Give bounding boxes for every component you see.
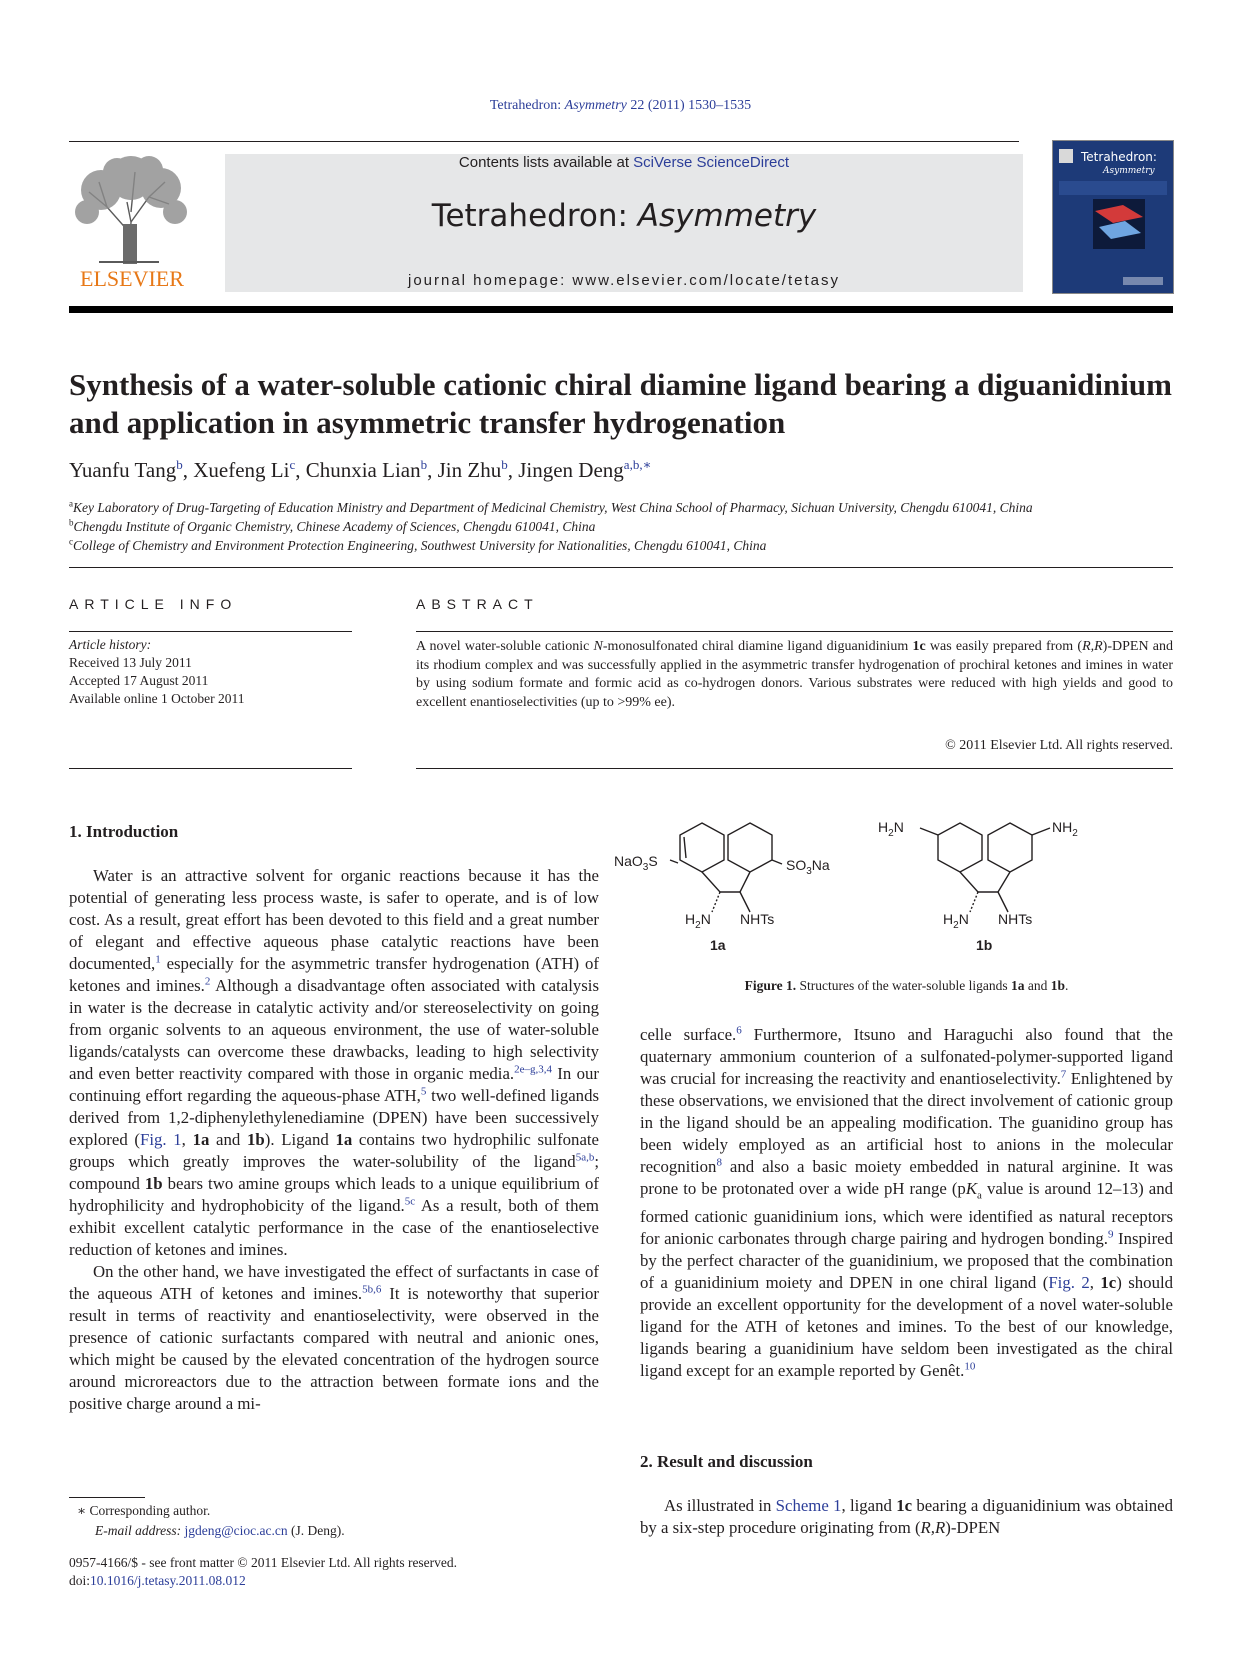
journal-cover	[1052, 140, 1174, 294]
figure-link[interactable]: Fig. 2	[1048, 1273, 1090, 1293]
masthead-top-rule	[69, 141, 1019, 142]
doi-link[interactable]: 10.1016/j.tetasy.2011.08.012	[90, 1573, 246, 1588]
footnote-rule	[69, 1497, 145, 1498]
scheme-link[interactable]: Scheme 1	[775, 1496, 842, 1515]
reference-link[interactable]: 5c	[404, 1195, 416, 1208]
right-column-body	[640, 1024, 1173, 1382]
label-h2n: $H_2N$	[685, 911, 711, 931]
label-compound-1b: 1b	[976, 937, 993, 953]
chemical-structure-diagram	[614, 818, 1173, 968]
svg-text:Tetrahedron:: Tetrahedron:	[1081, 150, 1157, 164]
benzene-ring	[938, 823, 982, 872]
reference-link[interactable]: 5a,b	[575, 1151, 595, 1164]
author-name[interactable]: Jin Zhu	[437, 458, 502, 482]
corresponding-author-note: ∗ Corresponding author.	[77, 1503, 211, 1518]
benzene-ring	[680, 823, 724, 872]
reference-link[interactable]: 7	[1060, 1068, 1067, 1081]
results-body	[640, 1495, 1173, 1539]
reference-link[interactable]: 6	[736, 1024, 742, 1037]
svg-text:ELSEVIER: ELSEVIER	[80, 266, 184, 291]
affiliation-rule	[69, 567, 1173, 568]
elsevier-tree-icon	[69, 152, 195, 292]
label-nao3s: NaO$_3$S	[614, 853, 658, 873]
author-name[interactable]: Chunxia Lian	[305, 458, 421, 482]
article-info-heading: ARTICLE INFO	[69, 596, 238, 612]
section-heading-introduction: 1. Introduction	[69, 822, 179, 841]
affiliation-b: $^b$Chengdu Institute of Organic Chemistry, Chinese Academy of Sciences, Chengdu 610041, China	[69, 517, 596, 534]
section-heading-results: 2. Result and discussion	[640, 1452, 813, 1471]
contents-line: Contents lists available at SciVerse ScienceDirect	[458, 154, 790, 171]
divider	[416, 768, 1173, 769]
affiliation-a: $^a$Key Laboratory of Drug-Targeting of Education Ministry and Department of Medicinal Chemistry, West China School of Pharmacy, Sichuan University, Chengdu 610041, China	[69, 498, 1033, 515]
divider	[69, 768, 352, 769]
divider	[69, 631, 352, 632]
reference-link[interactable]: 1	[155, 953, 161, 966]
author-name[interactable]: Yuanfu Tang	[69, 458, 177, 482]
sciverse-link[interactable]: SciVerse ScienceDirect	[633, 154, 790, 171]
author-list: Yuanfu Tang$^b$, Xuefeng Li$^c$, Chunxia Lian$^b$, Jin Zhu$^b$, Jingen Deng$^{a,b,∗}$	[69, 457, 652, 482]
affiliation-marker[interactable]: b	[176, 457, 183, 472]
journal-homepage[interactable]: journal homepage: www.elsevier.com/locate/tetasy	[407, 272, 840, 289]
label-nhts: NHTs	[740, 911, 775, 927]
affiliation-marker[interactable]: b	[501, 457, 508, 472]
label-nh2: $NH_2$	[1052, 819, 1078, 839]
reference-link[interactable]: 10	[964, 1360, 976, 1373]
masthead-bottom-rule	[69, 306, 1173, 313]
paragraph: celle surface.$^6$ Furthermore, Itsuno and Haraguchi also found that the quaternary ammonium counterion of a sulfonated-polymer-supported ligand was crucial for increasing the reactivity and enantioselectivity.$^7$ Enlightened by these observations, we envisioned that the direct involvement of cationic group in the ligand should be an appealing modification. The guanidino group has been widely employed as an artificial host to anions in the molecular recognition$^8$ and also a basic moiety embedded in natural arginine. It was prone to be protonated over a wide pH range ($pK_a$ value is around 12–13) and formed cationic guanidinium ions, which were identified as natural receptors for anionic carbonates through charge pairing and hydrogen bonding.$^9$ Inspired by the perfect character of the guanidinium, we proposed that the combination of a guanidinium moiety and DPEN in one chiral ligand (Fig. 2, 1c) should provide an excellent opportunity for the development of a novel water-soluble ligand for the ATH of ketones and imines. To the best of our knowledge, ligands bearing a guanidinium have seldom been investigated as the chiral ligand except for an example reported by Genêt.$^{10}$	[640, 1024, 1174, 1381]
affiliation-c: $^c$College of Chemistry and Environment Protection Engineering, Southwest University for Nationalities, Chengdu 610041, China	[69, 536, 767, 553]
publication-info	[69, 1554, 457, 1590]
benzene-ring	[988, 823, 1032, 872]
article-history: Article history: Received 13 July 2011 Accepted 17 August 2011 Available online 1 October 2011	[69, 637, 245, 706]
paragraph: On the other hand, we have investigated the effect of surfactants in case of the aqueous ATH of ketones and imines.$^{5b,6}$ It is noteworthy that superior result in terms of reactivity and enantioselectivity, were observed in the presence of cationic surfactants compared with neutral and anionic ones, which might be caused by the elevated concentration of the hydrogen source around microreactors due to the attraction between formate ions and the positive charge around a mi-	[69, 1262, 599, 1413]
figure-1-structures	[614, 818, 1173, 968]
article-title: Synthesis of a water-soluble cationic chiral diamine ligand bearing a diguanidinium and application in asymmetric transfer hydrogenation	[69, 367, 1172, 440]
svg-text:Asymmetry: Asymmetry	[1103, 166, 1155, 176]
affiliation-marker[interactable]: c	[289, 457, 296, 472]
journal-reference[interactable]: Tetrahedron: Asymmetry 22 (2011) 1530–1535	[489, 98, 752, 113]
elsevier-logo	[69, 152, 195, 292]
reference-link[interactable]: 2e–g,3,4	[514, 1063, 552, 1076]
doi-line: doi:10.1016/j.tetasy.2011.08.012	[69, 1573, 246, 1588]
affiliation-marker[interactable]: b	[420, 457, 428, 472]
label-h2n: $H_2N$	[878, 819, 904, 839]
cover-image-icon	[1053, 141, 1173, 293]
abstract-copyright: © 2011 Elsevier Ltd. All rights reserved.	[945, 738, 1173, 753]
abstract-text: A novel water-soluble cationic N-monosulfonated chiral diamine ligand diguanidinium 1c was easily prepared from (R,R)-DPEN and its rhodium complex and was successfully applied in the asymmetric transfer hydrogenation of prochiral ketones and imines in water by using sodium formate and formic acid as co-hydrogen donors. Various substrates were reduced with high yields and good to excellent enantioselectivities (up to >99% ee).	[416, 639, 1173, 710]
journal-name: Tetrahedron: Asymmetry	[431, 198, 817, 234]
abstract-heading: ABSTRACT	[416, 596, 539, 612]
author-name[interactable]: Jingen Deng	[518, 458, 624, 482]
author-name[interactable]: Xuefeng Li	[193, 458, 290, 482]
paragraph: Water is an attractive solvent for organic reactions because it has the potential of generating less process waste, is safer to operate, and is of low cost. As a result, great effort has been devoted to this field and a great number of elegant and effective aqueous phase catalytic reactions have been documented,$^1$ especially for the asymmetric transfer hydrogenation (ATH) of ketones and imines.$^2$ Although a disadvantage often associated with catalysis in water is the decrease in catalytic activity and/or stereoselectivity on going from organic solvents to an aqueous environment, the use of water-soluble ligands/catalysts can overcome these drawbacks, leading to high selectivity and even better reactivity compared with those in organic media.$^{2e-g,3,4}$ In our continuing effort regarding the aqueous-phase ATH,$^5$ two well-defined ligands derived from 1,2-diphenylethylenediamine (DPEN) have been successively explored (Fig. 1, 1a and 1b). Ligand 1a contains two hydrophilic sulfonate groups which greatly improves the water-solubility of the ligand$^{5a,b}$; compound 1b bears two amine groups which leads to a unique equilibrium of hydrophilicity and hydrophobicity of the ligand.$^{5c}$ As a result, both of them exhibit excellent catalytic performance in the case of the enantioselective reduction of ketones and imines.	[69, 866, 600, 1259]
email-note: E-mail address: jgdeng@cioc.ac.cn (J. Deng).	[95, 1523, 345, 1538]
reference-link[interactable]: 8	[716, 1156, 722, 1169]
label-nhts: NHTs	[998, 911, 1033, 927]
divider	[416, 631, 1173, 632]
reference-link[interactable]: 5	[420, 1085, 427, 1098]
introduction-body	[69, 865, 599, 1415]
affiliation-marker[interactable]: a,b,∗	[623, 457, 652, 472]
issn-line: 0957-4166/$ - see front matter © 2011 Elsevier Ltd. All rights reserved.	[69, 1555, 458, 1570]
label-h2n: $H_2N$	[943, 911, 969, 931]
figure-link[interactable]: Fig. 1	[140, 1130, 182, 1149]
reference-link[interactable]: 5b,6	[362, 1283, 382, 1296]
reference-link[interactable]: 9	[1107, 1228, 1114, 1241]
label-so3na: $SO_3Na$	[786, 857, 830, 877]
figure-1-caption: Figure 1. Structures of the water-soluble ligands 1a and 1b.	[744, 978, 1069, 993]
email-link[interactable]: jgdeng@cioc.ac.cn	[184, 1523, 288, 1538]
journal-banner	[225, 154, 1023, 292]
paragraph: As illustrated in Scheme 1, ligand 1c bearing a diguanidinium was obtained by a six-step procedure originating from (R,R)-DPEN	[640, 1496, 1174, 1537]
footnotes	[69, 1501, 345, 1541]
benzene-ring	[728, 823, 772, 872]
label-compound-1a: 1a	[710, 937, 726, 953]
reference-link[interactable]: 2	[204, 975, 211, 988]
